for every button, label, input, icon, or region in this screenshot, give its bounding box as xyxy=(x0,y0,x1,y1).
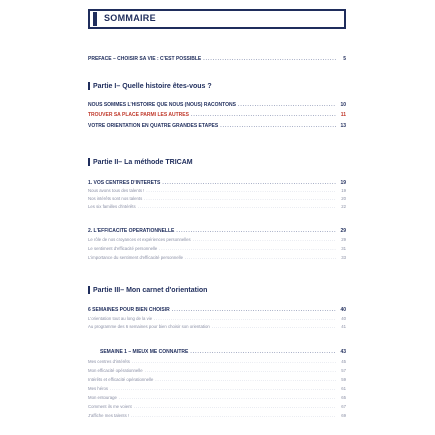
toc-entry-label: PRÉFACE – CHOISIR SA VIE : C'EST POSSIBLE xyxy=(88,56,202,62)
toc-subentry-page: 57 xyxy=(341,368,346,373)
dot-leader xyxy=(220,124,336,129)
toc-entry-label: VOTRE ORIENTATION EN QUATRE GRANDES ÉTAPES xyxy=(88,123,219,129)
dot-leader xyxy=(162,181,336,186)
toc-entry[interactable] xyxy=(88,112,346,118)
part-title: – La méthode TRICAM xyxy=(118,158,193,166)
toc-subentry-label: Intérêts et efficacité opérationnelle xyxy=(88,377,154,382)
toc-subentry-page: 69 xyxy=(341,413,346,418)
toc-subentry-page: 22 xyxy=(341,204,346,209)
part-accent-bar xyxy=(88,158,90,166)
toc-entry-label: 1. VOS CENTRES D'INTÉRÊTS xyxy=(88,180,161,186)
part-number: Partie III xyxy=(93,286,121,294)
toc-subentry-label: Le rôle de nos croyances et expériences personnelles xyxy=(88,237,191,242)
part-number: Partie I xyxy=(93,82,117,90)
toc-entry-page: 40 xyxy=(340,307,346,313)
toc-subentry-label: Le sentiment d'efficacité personnelle xyxy=(88,246,158,251)
part-number: Partie II xyxy=(93,158,119,166)
part-accent-bar xyxy=(88,286,90,294)
toc-entry-preface[interactable] xyxy=(88,56,346,62)
part-title: – Mon carnet d'orientation xyxy=(120,286,208,294)
toc-subentry[interactable] xyxy=(88,404,346,409)
toc-entry[interactable] xyxy=(88,307,346,313)
toc-subentry-label: Mon efficacité opérationnelle xyxy=(88,368,143,373)
toc-subentry[interactable] xyxy=(88,395,346,400)
dot-leader xyxy=(191,113,336,118)
toc-subentry[interactable] xyxy=(88,196,346,201)
dot-leader xyxy=(190,350,336,355)
title-accent-bar xyxy=(93,12,97,26)
toc-subentry-page: 31 xyxy=(341,246,346,251)
toc-subentry-page: 67 xyxy=(341,404,346,409)
toc-entry-label: 6 SEMAINES POUR BIEN CHOISIR xyxy=(88,307,170,313)
part-heading-1 xyxy=(88,82,212,90)
toc-subentry[interactable] xyxy=(88,188,346,193)
toc-entry-label: NOUS SOMMES L'HISTOIRE QUE NOUS (NOUS) RACONTONS xyxy=(88,102,236,108)
toc-subentry-label: Nos intérêts sont nos talents xyxy=(88,196,143,201)
dot-leader xyxy=(159,247,336,251)
toc-entry-page: 11 xyxy=(340,112,346,118)
toc-entry-page: 43 xyxy=(340,349,346,355)
dot-leader xyxy=(119,396,336,400)
dot-leader xyxy=(155,378,336,382)
toc-subentry[interactable] xyxy=(88,359,346,364)
toc-entry-page: 10 xyxy=(340,102,346,108)
part-heading-2 xyxy=(88,158,193,166)
toc-subentry-page: 33 xyxy=(341,255,346,260)
toc-subentry-label: Mes centres d'intérêts xyxy=(88,359,130,364)
toc-entry-page: 19 xyxy=(340,180,346,186)
toc-subentry[interactable] xyxy=(88,368,346,373)
toc-subentry-page: 19 xyxy=(341,188,346,193)
dot-leader xyxy=(134,405,336,409)
toc-subentry-page: 59 xyxy=(341,377,346,382)
dot-leader xyxy=(203,57,336,62)
toc-entry[interactable] xyxy=(88,102,346,108)
toc-entry-page: 29 xyxy=(340,228,346,234)
toc-subentry-label: Comment ils me voient xyxy=(88,404,132,409)
toc-subentry-label: Mes héros xyxy=(88,386,109,391)
dot-leader xyxy=(145,369,336,373)
dot-leader xyxy=(146,189,336,193)
summary-title-box xyxy=(88,9,346,29)
toc-entry-label: 2. L'EFFICACITÉ OPÉRATIONNELLE xyxy=(88,228,175,234)
dot-leader xyxy=(172,308,336,313)
toc-subentry[interactable] xyxy=(88,377,346,382)
toc-subentry-page: 40 xyxy=(341,316,346,321)
dot-leader xyxy=(176,229,336,234)
summary-title: SOMMAIRE xyxy=(104,13,156,23)
toc-subentry[interactable] xyxy=(88,237,346,242)
toc-week-entry[interactable] xyxy=(100,349,346,355)
dot-leader xyxy=(138,205,336,209)
toc-subentry-page: 65 xyxy=(341,395,346,400)
toc-subentry[interactable] xyxy=(88,204,346,209)
toc-subentry-page: 61 xyxy=(341,386,346,391)
toc-subentry-page: 20 xyxy=(341,196,346,201)
dot-leader xyxy=(110,387,336,391)
toc-subentry[interactable] xyxy=(88,246,346,251)
part-accent-bar xyxy=(88,82,90,90)
dot-leader xyxy=(131,414,336,418)
toc-entry[interactable] xyxy=(88,123,346,129)
dot-leader xyxy=(132,360,336,364)
dot-leader xyxy=(193,238,336,242)
toc-subentry-label: L'orientation tout au long de la vie xyxy=(88,316,153,321)
toc-subentry-label: Mon entourage xyxy=(88,395,117,400)
dot-leader xyxy=(144,197,336,201)
toc-subentry-label: J'affiche mes talents ! xyxy=(88,413,130,418)
toc-entry-label: TROUVER SA PLACE PARMI LES AUTRES xyxy=(88,112,189,118)
toc-subentry[interactable] xyxy=(88,316,346,321)
dot-leader xyxy=(154,317,336,321)
toc-subentry[interactable] xyxy=(88,386,346,391)
toc-subentry-label: L'importance du sentiment d'efficacité personnelle xyxy=(88,255,183,260)
dot-leader xyxy=(238,103,336,108)
toc-subentry[interactable] xyxy=(88,324,346,329)
toc-entry-page: 5 xyxy=(343,56,346,62)
toc-entry[interactable] xyxy=(88,228,346,234)
toc-subentry-page: 45 xyxy=(341,359,346,364)
toc-entry-label: SEMAINE 1 – MIEUX ME CONNAÎTRE xyxy=(100,349,189,355)
part-heading-3 xyxy=(88,286,207,294)
dot-leader xyxy=(185,256,336,260)
toc-entry[interactable] xyxy=(88,180,346,186)
toc-subentry[interactable] xyxy=(88,255,346,260)
toc-entry-page: 13 xyxy=(340,123,346,129)
toc-subentry-label: Les six familles d'intérêts xyxy=(88,204,136,209)
toc-subentry[interactable] xyxy=(88,413,346,418)
toc-subentry-label: Au programme des 6 semaines pour bien choisir son orientation xyxy=(88,324,210,329)
dot-leader xyxy=(212,325,336,329)
toc-subentry-page: 29 xyxy=(341,237,346,242)
toc-subentry-page: 41 xyxy=(341,324,346,329)
toc-subentry-label: Nous avons tous des talents ! xyxy=(88,188,145,193)
part-title: – Quelle histoire êtes-vous ? xyxy=(116,82,212,90)
